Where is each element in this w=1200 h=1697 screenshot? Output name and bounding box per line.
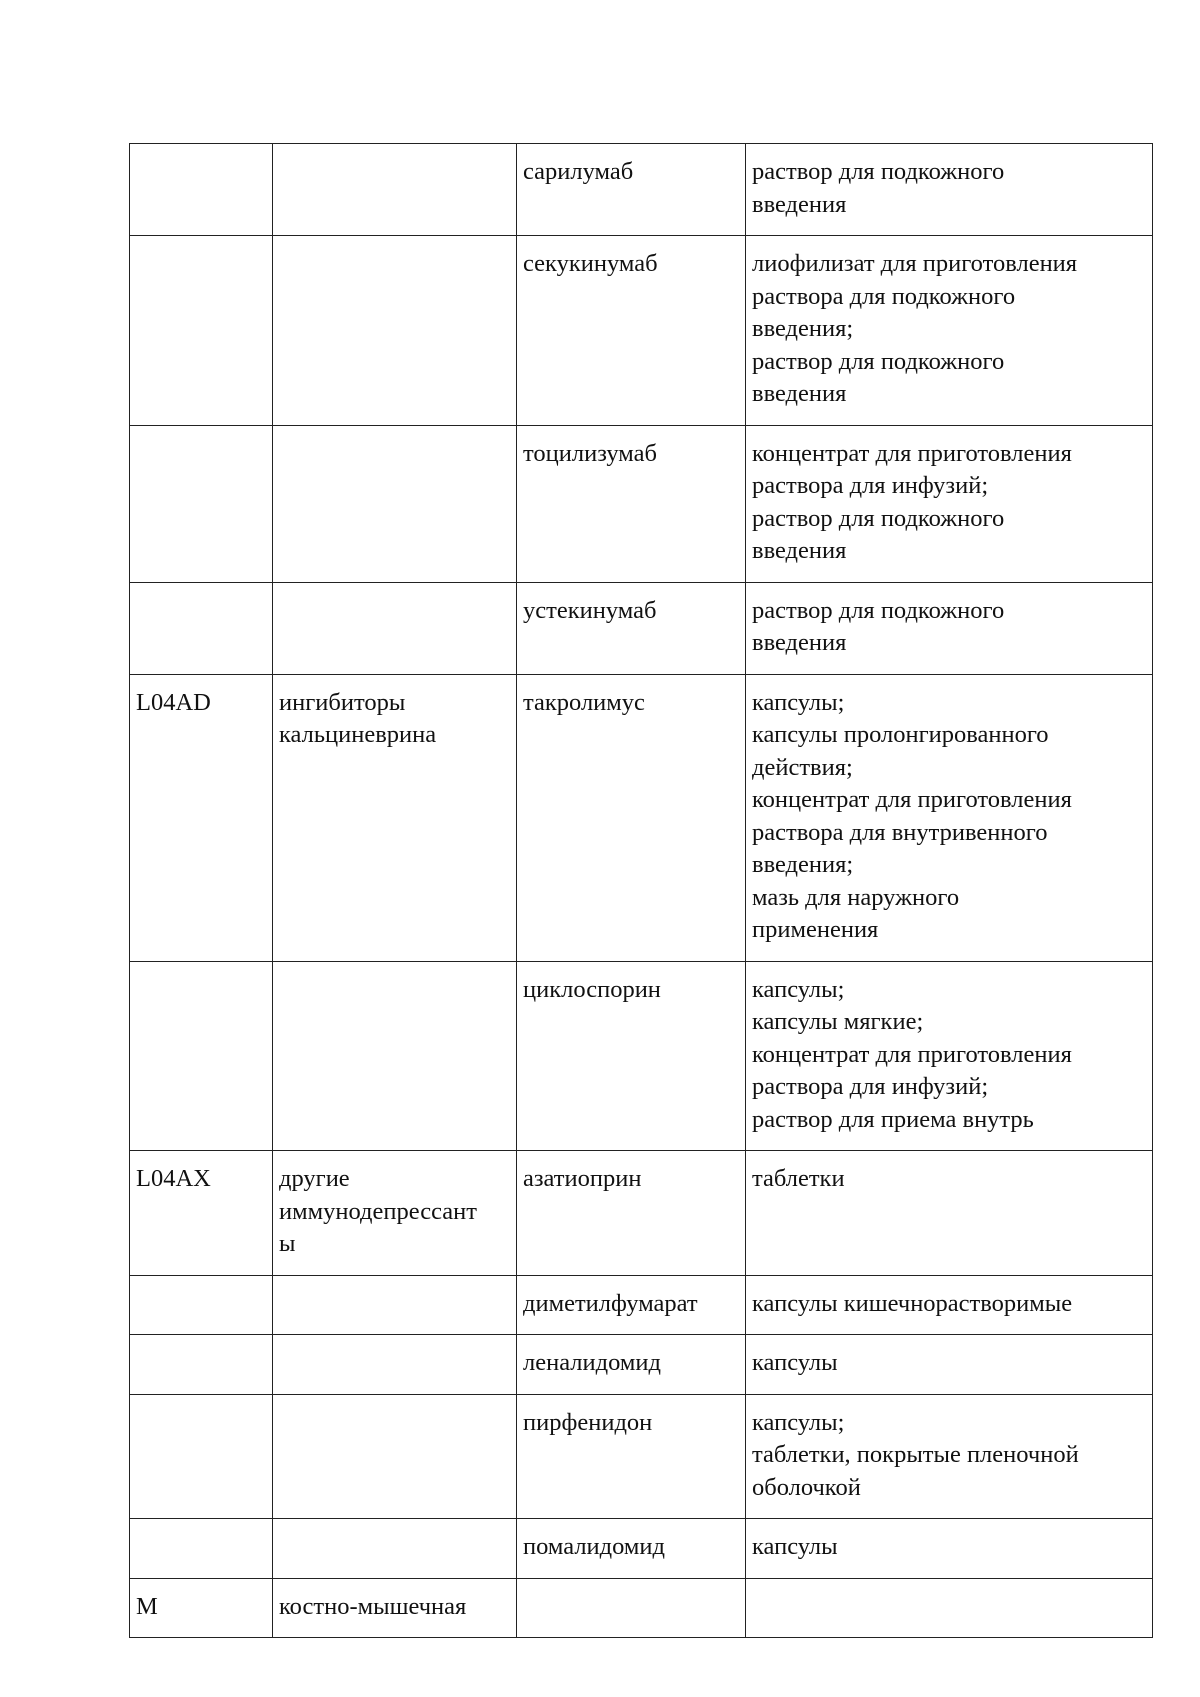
substance-cell: такролимус: [517, 674, 746, 961]
atc-code-cell: [130, 1394, 273, 1519]
dosage-form-cell: раствор для подкожного введения: [746, 144, 1153, 236]
substance-cell: [517, 1578, 746, 1638]
dosage-form-cell: лиофилизат для приготовления раствора для подкожного введения; раствор для подкожного введения: [746, 236, 1153, 426]
dosage-form-cell: концентрат для приготовления раствора для инфузий; раствор для подкожного введения: [746, 425, 1153, 582]
substance-cell: устекинумаб: [517, 582, 746, 674]
group-cell: [273, 1394, 517, 1519]
group-cell: костно-мышечная: [273, 1578, 517, 1638]
substance-cell: диметилфумарат: [517, 1275, 746, 1335]
dosage-form-cell: раствор для подкожного введения: [746, 582, 1153, 674]
atc-code-cell: L04AX: [130, 1151, 273, 1276]
group-cell: [273, 1335, 517, 1395]
table-row: [130, 1519, 1153, 1579]
substance-cell: циклоспорин: [517, 961, 746, 1151]
dosage-form-cell: капсулы; таблетки, покрытые пленочной оболочкой: [746, 1394, 1153, 1519]
atc-code-cell: [130, 236, 273, 426]
atc-code-cell: [130, 961, 273, 1151]
dosage-form-cell: капсулы; капсулы пролонгированного действия; концентрат для приготовления раствора для внутривенного введения; мазь для наружного применения: [746, 674, 1153, 961]
table-row: [130, 236, 1153, 426]
drug-table: [129, 143, 1153, 1638]
group-cell: [273, 236, 517, 426]
atc-code-cell: [130, 425, 273, 582]
atc-code-cell: [130, 1519, 273, 1579]
table-row: [130, 582, 1153, 674]
atc-code-cell: [130, 582, 273, 674]
table-row: [130, 1275, 1153, 1335]
dosage-form-cell: капсулы: [746, 1335, 1153, 1395]
substance-cell: азатиоприн: [517, 1151, 746, 1276]
substance-cell: секукинумаб: [517, 236, 746, 426]
dosage-form-cell: таблетки: [746, 1151, 1153, 1276]
group-cell: [273, 1519, 517, 1579]
group-cell: ингибиторы кальциневрина: [273, 674, 517, 961]
atc-code-cell: M: [130, 1578, 273, 1638]
group-cell: другие иммунодепрессант ы: [273, 1151, 517, 1276]
dosage-form-cell: [746, 1578, 1153, 1638]
table-row: [130, 1335, 1153, 1395]
substance-cell: тоцилизумаб: [517, 425, 746, 582]
atc-code-cell: [130, 1275, 273, 1335]
table-row: [130, 674, 1153, 961]
table-row: [130, 1394, 1153, 1519]
dosage-form-cell: капсулы; капсулы мягкие; концентрат для приготовления раствора для инфузий; раствор для приема внутрь: [746, 961, 1153, 1151]
substance-cell: помалидомид: [517, 1519, 746, 1579]
table-row: [130, 961, 1153, 1151]
group-cell: [273, 582, 517, 674]
table-row: [130, 1578, 1153, 1638]
group-cell: [273, 144, 517, 236]
substance-cell: сарилумаб: [517, 144, 746, 236]
group-cell: [273, 1275, 517, 1335]
atc-code-cell: [130, 144, 273, 236]
table-row: [130, 1151, 1153, 1276]
group-cell: [273, 961, 517, 1151]
substance-cell: леналидомид: [517, 1335, 746, 1395]
table-row: [130, 144, 1153, 236]
atc-code-cell: [130, 1335, 273, 1395]
group-cell: [273, 425, 517, 582]
table-body: [130, 144, 1153, 1638]
dosage-form-cell: капсулы кишечнорастворимые: [746, 1275, 1153, 1335]
dosage-form-cell: капсулы: [746, 1519, 1153, 1579]
substance-cell: пирфенидон: [517, 1394, 746, 1519]
atc-code-cell: L04AD: [130, 674, 273, 961]
table-row: [130, 425, 1153, 582]
